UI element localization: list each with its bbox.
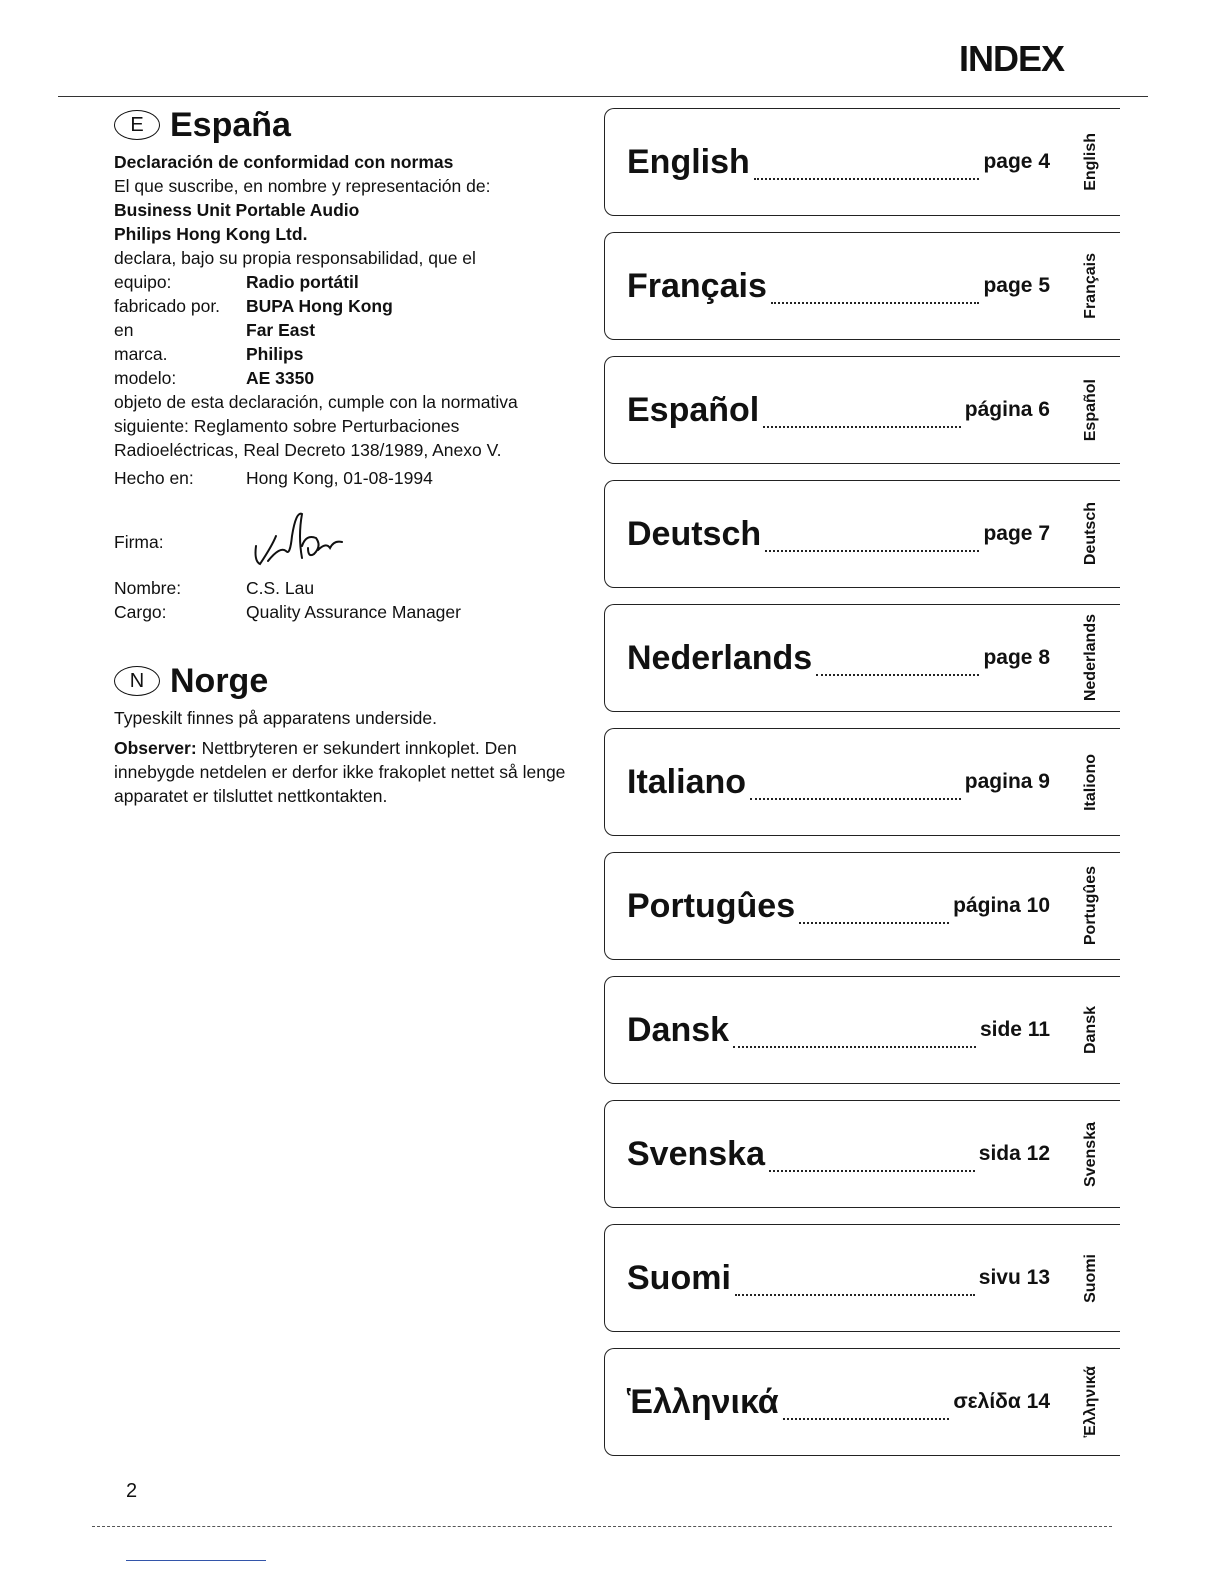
made-in-value: Hong Kong, 01-08-1994	[246, 468, 433, 488]
index-tab[interactable]	[1062, 852, 1120, 960]
index-tab-label: Deutsch	[1082, 502, 1099, 566]
index-entry[interactable]	[604, 852, 1120, 960]
index-entry[interactable]	[604, 356, 1120, 464]
index-page: sivu 13	[978, 1266, 1050, 1289]
index-entry-box	[604, 852, 1062, 960]
index-entry-box	[604, 604, 1062, 712]
position-label: Cargo:	[114, 602, 167, 622]
made-in-row	[114, 466, 584, 490]
index-tab-label: English	[1082, 133, 1099, 191]
dot-leader	[733, 1028, 976, 1048]
index-entry-box	[604, 108, 1062, 216]
norge-title: Norge	[170, 662, 269, 700]
signature-label: Firma:	[114, 532, 164, 552]
name-value: C.S. Lau	[246, 578, 315, 598]
index-page: pagina 9	[964, 770, 1050, 793]
field-value: Far East	[246, 320, 316, 340]
signature-image	[246, 506, 366, 576]
company-line-2: Philips Hong Kong Ltd.	[114, 224, 308, 244]
index-page: page 4	[983, 150, 1050, 173]
index-tab-label: Nederlands	[1082, 614, 1099, 702]
name-label: Nombre:	[114, 578, 182, 598]
index-entry[interactable]	[604, 1224, 1120, 1332]
index-tab[interactable]	[1062, 1348, 1120, 1456]
index-tab[interactable]	[1062, 604, 1120, 712]
country-badge-e: E	[114, 110, 160, 140]
index-language: Ἑλληνικά	[627, 1382, 779, 1421]
index-language: Deutsch	[627, 514, 762, 553]
dot-leader	[765, 532, 979, 552]
position-value: Quality Assurance Manager	[246, 602, 461, 622]
observer-label: Observer:	[114, 738, 197, 758]
field-value: AE 3350	[246, 368, 315, 388]
index-page: side 11	[979, 1018, 1050, 1041]
index-tab[interactable]	[1062, 108, 1120, 216]
index-tab-label: Svenska	[1082, 1121, 1099, 1187]
company-line-1: Business Unit Portable Audio	[114, 200, 360, 220]
index-page: página 10	[953, 894, 1050, 917]
index-entry[interactable]	[604, 976, 1120, 1084]
field-label: en	[114, 320, 134, 340]
language-index	[604, 108, 1120, 1472]
bottom-rule	[92, 1526, 1112, 1527]
espana-title: España	[170, 106, 291, 144]
dot-leader	[771, 284, 980, 304]
index-page: sida 12	[978, 1142, 1050, 1165]
espana-heading	[114, 106, 584, 144]
index-page: page 5	[983, 274, 1050, 297]
dot-leader	[799, 904, 949, 924]
espana-declares: declara, bajo su propia responsabilidad, que el	[114, 248, 476, 268]
index-entry-box	[604, 1100, 1062, 1208]
espana-intro: El que suscribe, en nombre y representación de:	[114, 176, 491, 196]
page-title: INDEX	[958, 38, 1064, 79]
index-entry[interactable]	[604, 232, 1120, 340]
norge-section	[114, 662, 584, 808]
index-tab-label: Italiono	[1082, 753, 1099, 811]
index-entry-box	[604, 1224, 1062, 1332]
index-language: English	[627, 142, 750, 181]
index-tab[interactable]	[1062, 480, 1120, 588]
top-rule	[58, 96, 1148, 97]
dot-leader	[816, 656, 979, 676]
field-row	[114, 318, 584, 342]
index-language: Svenska	[627, 1134, 765, 1173]
index-entry-box	[604, 976, 1062, 1084]
index-page: page 7	[983, 522, 1050, 545]
index-entry[interactable]	[604, 108, 1120, 216]
index-entry-box	[604, 232, 1062, 340]
index-entry-box	[604, 728, 1062, 836]
field-row	[114, 270, 584, 294]
dot-leader	[750, 780, 961, 800]
norge-observer	[114, 736, 584, 808]
index-language: Français	[627, 266, 767, 305]
index-tab[interactable]	[1062, 356, 1120, 464]
index-entry[interactable]	[604, 728, 1120, 836]
index-entry[interactable]	[604, 480, 1120, 588]
field-label: fabricado por.	[114, 296, 221, 316]
dot-leader	[763, 408, 961, 428]
index-tab-label: Français	[1082, 253, 1099, 319]
dot-leader	[754, 160, 980, 180]
index-tab[interactable]	[1062, 728, 1120, 836]
index-tab[interactable]	[1062, 1224, 1120, 1332]
page-number: 2	[126, 1480, 138, 1502]
index-language: Nederlands	[627, 638, 813, 677]
index-entry-box	[604, 1348, 1062, 1456]
index-tab-label: Ἑλληνικά	[1082, 1366, 1099, 1438]
bottom-link-rule	[126, 1560, 266, 1561]
index-page: página 6	[964, 398, 1050, 421]
index-entry-box	[604, 356, 1062, 464]
index-tab-label: Español	[1082, 378, 1099, 442]
position-row	[114, 600, 584, 624]
index-tab-label: Portugûes	[1082, 866, 1099, 946]
dot-leader	[769, 1152, 975, 1172]
index-language: Español	[627, 390, 760, 429]
index-page: page 8	[983, 646, 1050, 669]
field-row	[114, 342, 584, 366]
country-badge-n: N	[114, 666, 160, 696]
espana-object-text: objeto de esta declaración, cumple con la normativa siguiente: Reglamento sobre Perturbaciones Radioeléctricas, Real Decreto 138/1989, Anexo V.	[114, 392, 518, 460]
index-entry[interactable]	[604, 1348, 1120, 1456]
index-tab[interactable]	[1062, 976, 1120, 1084]
field-label: marca.	[114, 344, 168, 364]
declarations-column	[114, 106, 584, 808]
field-row	[114, 294, 584, 318]
field-value: BUPA Hong Kong	[246, 296, 393, 316]
index-tab-label: Dansk	[1082, 1005, 1099, 1055]
name-row	[114, 576, 584, 600]
dot-leader	[783, 1400, 950, 1420]
signature-row	[114, 496, 584, 576]
index-language: Dansk	[627, 1010, 730, 1049]
field-value: Radio portátil	[246, 272, 359, 292]
index-entry[interactable]	[604, 1100, 1120, 1208]
index-entry-box	[604, 480, 1062, 588]
index-language: Portugûes	[627, 886, 796, 925]
field-label: modelo:	[114, 368, 177, 388]
index-tab[interactable]	[1062, 1100, 1120, 1208]
norge-heading	[114, 662, 584, 700]
espana-subheading: Declaración de conformidad con normas	[114, 152, 454, 172]
dot-leader	[735, 1276, 975, 1296]
index-language: Italiano	[627, 762, 747, 801]
index-page: σελίδα 14	[953, 1390, 1050, 1413]
index-language: Suomi	[627, 1258, 731, 1297]
field-label: equipo:	[114, 272, 172, 292]
made-in-label: Hecho en:	[114, 468, 194, 488]
index-entry[interactable]	[604, 604, 1120, 712]
index-tab[interactable]	[1062, 232, 1120, 340]
index-tab-label: Suomi	[1082, 1253, 1099, 1303]
field-row	[114, 366, 584, 390]
observer-text: Nettbryteren er sekundert innkoplet. Den innebygde netdelen er derfor ikke frakoplet nettet så lenge apparatet er tilsluttet nettkontakten.	[114, 738, 566, 806]
norge-line-1: Typeskilt finnes på apparatens underside.	[114, 708, 437, 728]
field-value: Philips	[246, 344, 304, 364]
